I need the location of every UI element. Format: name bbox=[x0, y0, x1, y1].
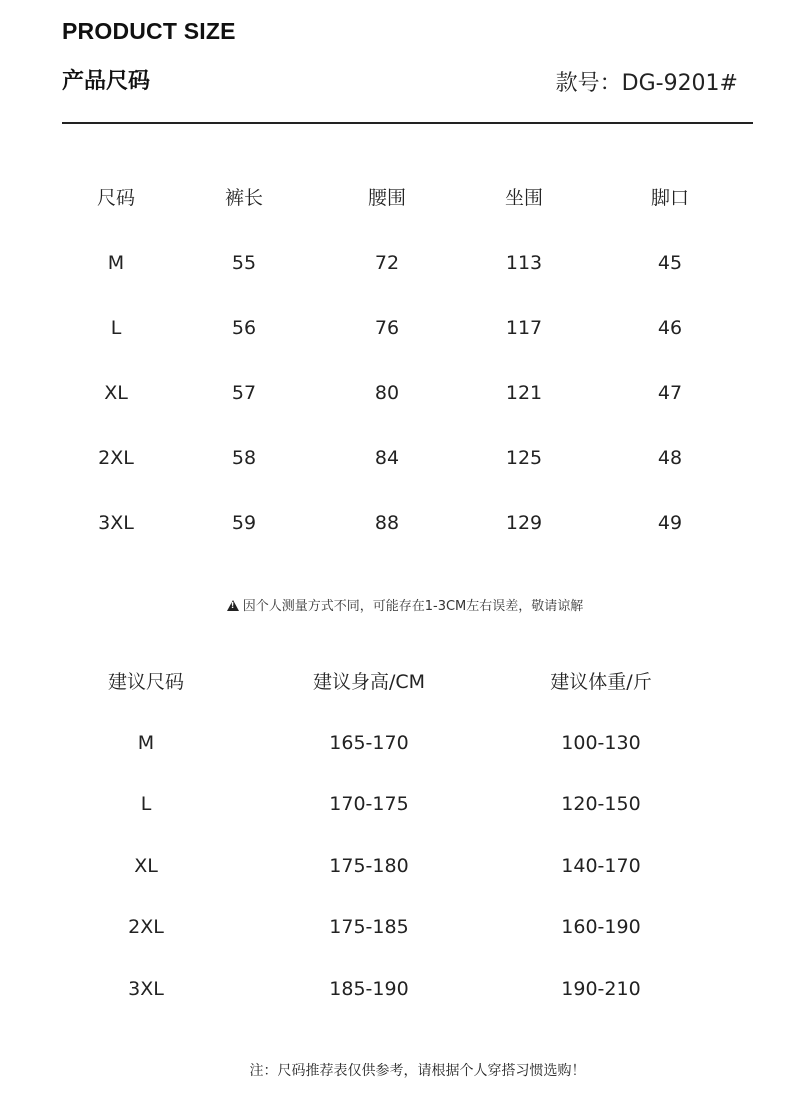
weight-cell: 140-170 bbox=[561, 855, 641, 877]
waist-cell: 72 bbox=[374, 252, 400, 274]
measurement-notice bbox=[0, 595, 790, 614]
hip-cell: 121 bbox=[505, 382, 543, 404]
hip-cell: 129 bbox=[505, 512, 543, 534]
table-row bbox=[0, 728, 790, 758]
table-row bbox=[0, 851, 790, 881]
size-cell: XL bbox=[104, 382, 128, 404]
footer-disclaimer: 注：尺码推荐表仅供参考，请根据个人穿搭习惯选购！ bbox=[249, 1063, 586, 1079]
height-cell: 165-170 bbox=[329, 732, 409, 754]
warning-icon bbox=[227, 600, 239, 611]
header-divider bbox=[62, 122, 753, 124]
notice-text: 因个人测量方式不同，可能存在1-3CM左右误差，敬请谅解 bbox=[242, 599, 584, 614]
size-cell: M bbox=[137, 732, 155, 754]
size-cell: M bbox=[107, 252, 125, 274]
page-title-cn: 产品尺码 bbox=[62, 69, 151, 94]
weight-cell: 160-190 bbox=[561, 916, 641, 938]
length-cell: 58 bbox=[231, 447, 257, 469]
table-row bbox=[0, 443, 790, 473]
table-row bbox=[0, 974, 790, 1004]
header-cell-waist: 腰围 bbox=[367, 187, 406, 209]
length-cell: 59 bbox=[231, 512, 257, 534]
height-cell: 175-180 bbox=[329, 855, 409, 877]
hip-cell: 125 bbox=[505, 447, 543, 469]
size-cell: XL bbox=[134, 855, 158, 877]
height-cell: 175-185 bbox=[329, 916, 409, 938]
size-cell: 3XL bbox=[98, 512, 134, 534]
table-row bbox=[0, 313, 790, 343]
header-cell-recommended-weight: 建议体重/斤 bbox=[550, 671, 652, 693]
header-cell-recommended-size: 建议尺码 bbox=[107, 671, 184, 693]
header-cell-recommended-height: 建议身高/CM bbox=[312, 671, 426, 693]
waist-cell: 80 bbox=[374, 382, 400, 404]
hip-cell: 117 bbox=[505, 317, 543, 339]
hem-cell: 46 bbox=[657, 317, 683, 339]
header-cell-hem: 脚口 bbox=[650, 187, 689, 209]
weight-cell: 190-210 bbox=[561, 978, 641, 1000]
table-row bbox=[0, 789, 790, 819]
size-cell: 3XL bbox=[128, 978, 164, 1000]
weight-cell: 100-130 bbox=[561, 732, 641, 754]
table-row bbox=[0, 508, 790, 538]
header-cell-size: 尺码 bbox=[96, 187, 135, 209]
waist-cell: 84 bbox=[374, 447, 400, 469]
hem-cell: 47 bbox=[657, 382, 683, 404]
header-cell-hip: 坐围 bbox=[504, 187, 543, 209]
table-row bbox=[0, 912, 790, 942]
waist-cell: 76 bbox=[374, 317, 400, 339]
size-cell: 2XL bbox=[98, 447, 134, 469]
height-cell: 185-190 bbox=[329, 978, 409, 1000]
size-cell: 2XL bbox=[128, 916, 164, 938]
hip-cell: 113 bbox=[505, 252, 543, 274]
height-cell: 170-175 bbox=[329, 793, 409, 815]
length-cell: 56 bbox=[231, 317, 257, 339]
page-title-en: PRODUCT SIZE bbox=[62, 18, 236, 44]
size-cell: L bbox=[140, 793, 152, 815]
recommend-table-header bbox=[0, 667, 790, 697]
hem-cell: 45 bbox=[657, 252, 683, 274]
weight-cell: 120-150 bbox=[561, 793, 641, 815]
waist-cell: 88 bbox=[374, 512, 400, 534]
style-number: 款号：DG-9201# bbox=[555, 71, 738, 96]
hem-cell: 49 bbox=[657, 512, 683, 534]
length-cell: 57 bbox=[231, 382, 257, 404]
header-cell-length: 裤长 bbox=[224, 187, 263, 209]
hem-cell: 48 bbox=[657, 447, 683, 469]
table-row bbox=[0, 248, 790, 278]
size-cell: L bbox=[110, 317, 122, 339]
table-row bbox=[0, 378, 790, 408]
length-cell: 55 bbox=[231, 252, 257, 274]
size-table-header bbox=[0, 183, 790, 213]
